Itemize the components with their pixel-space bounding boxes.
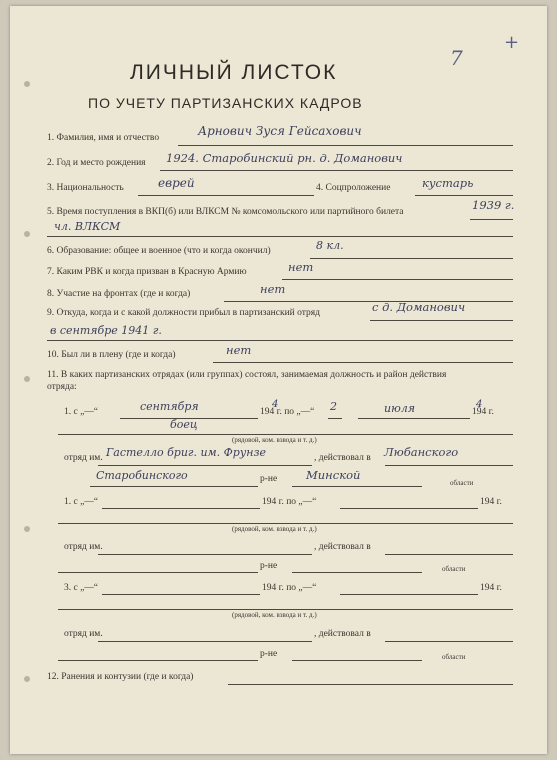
field-label-army: 7. Каким РВК и когда призван в Красную Армию [47,267,247,277]
field-value-captivity: нет [226,343,252,357]
page-number-mark: 7 [450,46,463,70]
det1-oblast-label: области [450,479,474,487]
field-line [292,486,422,487]
det3-from-label: 3. с „—“ [64,583,99,593]
field-line [58,572,258,573]
det2-year-label: 194 г. по „—“ [262,497,317,507]
det1-rank-hint: (рядовой, ком. взвода и т. д.) [232,436,317,444]
field-label-captivity: 10. Был ли в плену (где и когда) [47,350,176,360]
field-line [47,340,513,341]
field-line [47,236,513,237]
field-label-education: 6. Образование: общее и военное (что и когда окончил) [47,246,271,256]
det1-to-day: 2 [330,400,337,413]
det3-unit-label: отряд им. [64,629,103,639]
field-line [370,320,513,321]
det1-region: Любанского [384,445,459,459]
det1-from-label: 1. с „—“ [64,407,99,417]
field-line [90,486,258,487]
det2-rank-hint: (рядовой, ком. взвода и т. д.) [232,525,317,533]
field-line [282,279,513,280]
det1-acted-label: , действовал в [314,453,371,463]
field-line [228,684,513,685]
field-label-nationality: 3. Национальность [47,183,124,193]
field-line [160,170,513,171]
det2-from-label: 1. с „—“ [64,497,99,507]
punch-hole [24,676,30,682]
det3-district-label: р-не [260,649,278,659]
punch-hole [24,376,30,382]
field-line [98,465,312,466]
field-value-name: Арнович Зуся Гейсахович [198,124,362,138]
field-line [58,660,258,661]
field-label-party: 5. Время поступления в ВКП(б) или ВЛКСМ № комсомольского или партийного билета [47,207,404,217]
field-label-social: 4. Соцпроложение [316,183,391,193]
det3-oblast-label: области [442,653,466,661]
punch-hole [24,81,30,87]
det1-district: Старобинского [96,469,188,482]
det1-to-month: июля [384,402,416,415]
field-label-name: 1. Фамилия, имя и отчество [47,133,160,143]
field-value-arrival-2: в сентябре 1941 г. [50,324,162,337]
field-value-education: 8 кл. [316,239,344,252]
field-line [58,523,513,524]
field-value-fronts: нет [260,282,286,296]
field-label-wounds: 12. Ранения и контузии (где и когда) [47,672,194,682]
corner-mark: + [504,32,520,53]
field-line [224,301,513,302]
field-line [340,594,478,595]
det1-from-year: 4 [272,399,279,410]
field-line [328,418,342,419]
field-value-party-org: чл. ВЛКСМ [54,220,121,233]
field-line [470,219,513,220]
field-value-nationality: еврей [158,176,195,190]
det1-unit: Гастелло бриг. им. Фрунзе [106,446,266,459]
field-line [415,195,513,196]
field-label-arrival: 9. Откуда, когда и с какой должности прибыл в партизанский отряд [47,308,320,318]
det1-from-month: сентября [140,400,199,413]
field-line [102,594,260,595]
field-line [98,641,312,642]
field-line [138,195,314,196]
det1-oblast: Минской [306,468,361,482]
field-value-party-year: 1939 г. [472,198,515,212]
field-line [58,434,513,435]
det1-unit-label: отряд им. [64,453,103,463]
field-label-fronts: 8. Участие на фронтах (где и когда) [47,289,191,299]
det2-acted-label: , действовал в [314,542,371,552]
det1-district-label: р-не [260,474,278,484]
det3-year-label: 194 г. по „—“ [262,583,317,593]
det1-to-year: 4 [476,399,483,410]
field-line [385,465,513,466]
det2-unit-label: отряд им. [64,542,103,552]
field-value-social: кустарь [422,176,474,190]
det3-rank-hint: (рядовой, ком. взвода и т. д.) [232,611,317,619]
det3-year-end-label: 194 г. [480,583,502,593]
field-value-army: нет [288,260,314,274]
det2-oblast-label: области [442,565,466,573]
form-sheet [10,6,547,754]
field-line [385,641,513,642]
field-label-detachments-2: отряда: [47,382,77,392]
punch-hole [24,526,30,532]
field-value-arrival-1: с д. Доманович [372,300,466,314]
field-line [292,572,422,573]
form-title: ЛИЧНЫЙ ЛИСТОК [130,61,338,84]
field-line [358,418,470,419]
punch-hole [24,231,30,237]
field-line [178,145,513,146]
field-label-detachments: 11. В каких партизанских отрядах (или группах) состоял, занимаемая должность и район действия [47,370,447,380]
det2-year-end-label: 194 г. [480,497,502,507]
field-label-birth: 2. Год и место рождения [47,158,146,168]
field-line [102,508,260,509]
field-line [310,258,513,259]
det1-year-label: 194 г. по „—“ [260,407,315,417]
det3-acted-label: , действовал в [314,629,371,639]
field-line [292,660,422,661]
field-line [213,362,513,363]
det1-rank: боец [170,418,198,431]
field-line [385,554,513,555]
det1-year-end-label: 194 г. [472,407,494,417]
field-line [58,609,513,610]
field-value-birth: 1924. Старобинский рн. д. Доманович [166,151,403,165]
field-line [340,508,478,509]
det2-district-label: р-не [260,561,278,571]
field-line [98,554,312,555]
form-subtitle: ПО УЧЕТУ ПАРТИЗАНСКИХ КАДРОВ [88,95,363,111]
